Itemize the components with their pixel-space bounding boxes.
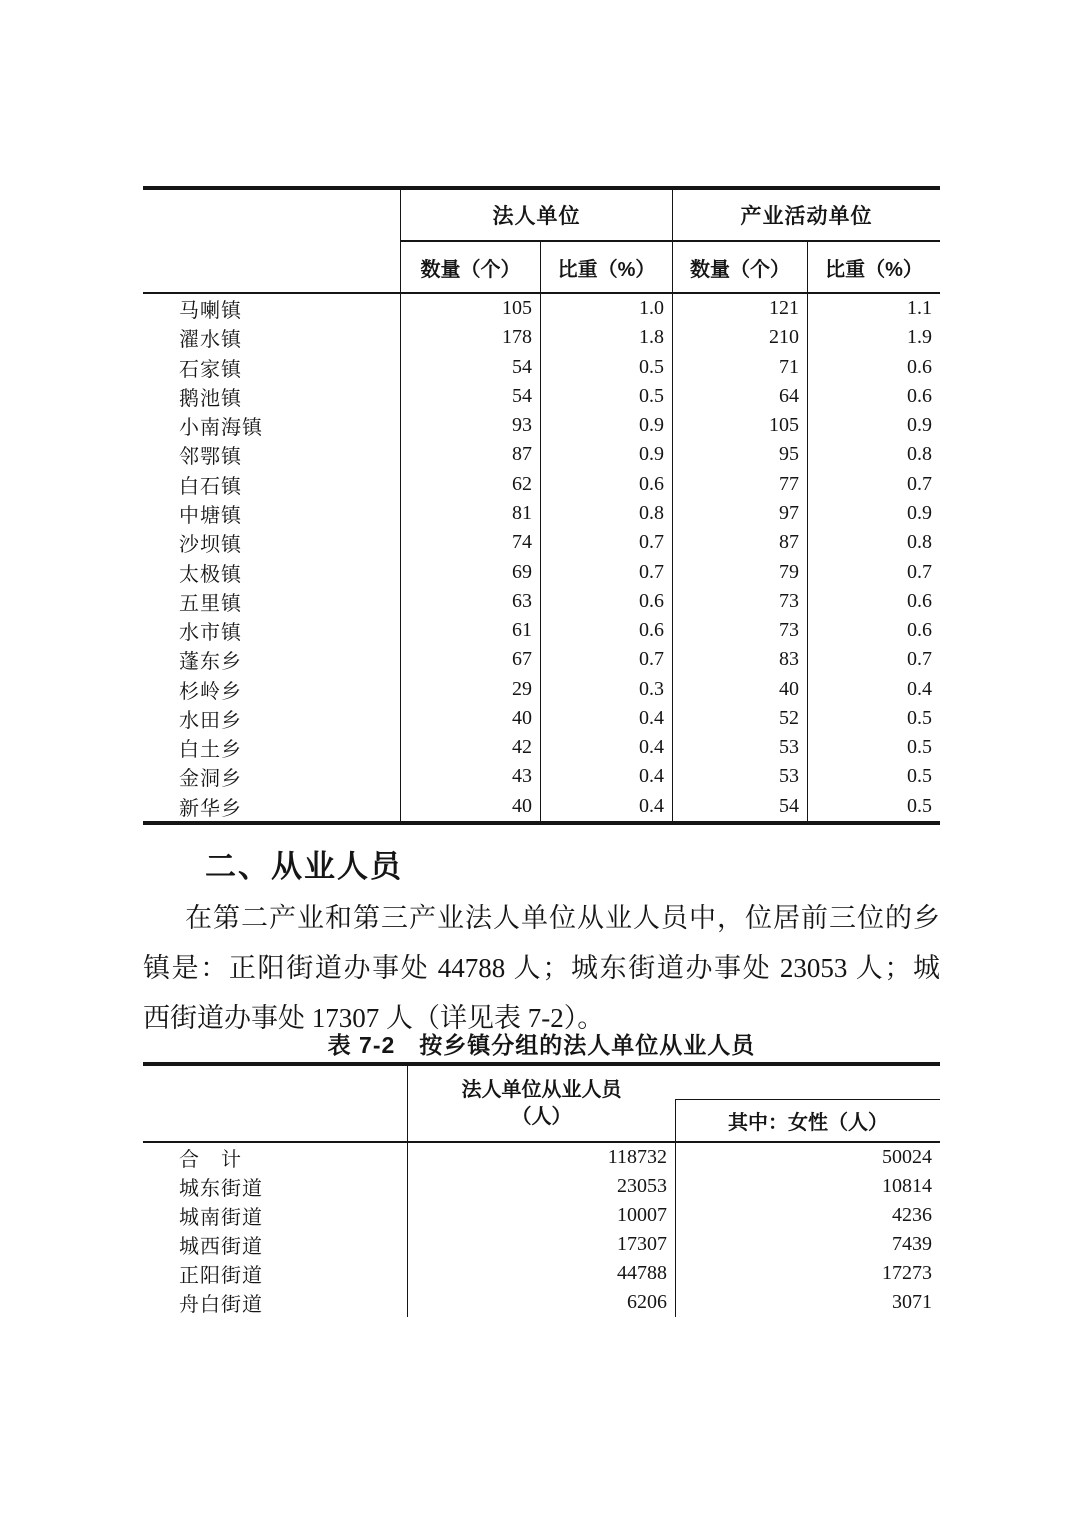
employees-total: 6206: [407, 1288, 675, 1317]
legal-units-count: 29: [400, 674, 540, 703]
employees-total: 17307: [407, 1230, 675, 1259]
legal-units-count: 74: [400, 528, 540, 557]
table1-sub-header-row: [143, 242, 940, 294]
town-name: 鹅池镇: [179, 387, 242, 410]
employees-female: 17273: [675, 1259, 940, 1288]
town-name: 水市镇: [179, 622, 242, 645]
town-name: 马喇镇: [179, 300, 242, 323]
table-row: [143, 704, 940, 733]
table2-header-female: 其中：女性（人）: [675, 1099, 940, 1141]
activity-units-count: 77: [672, 470, 807, 499]
street-name: 合 计: [179, 1149, 242, 1171]
town-name: 金洞乡: [179, 768, 242, 791]
activity-units-count: 97: [672, 499, 807, 528]
activity-units-count: 53: [672, 762, 807, 791]
legal-units-count: 178: [400, 323, 540, 352]
table-row: [143, 616, 940, 645]
activity-units-share: 0.5: [807, 733, 940, 762]
table-row: [143, 1288, 940, 1317]
legal-units-count: 42: [400, 733, 540, 762]
activity-units-share: 0.5: [807, 792, 940, 821]
paragraph-line: 西街道办事处 17307 人（详见表 7-2）。: [143, 1003, 605, 1033]
street-name: 城西街道: [179, 1236, 263, 1258]
table-row: [143, 1172, 940, 1201]
legal-units-share: 0.6: [540, 616, 672, 645]
town-name: 濯水镇: [179, 329, 242, 352]
town-name: 杉岭乡: [179, 680, 242, 703]
street-name: 正阳街道: [179, 1265, 263, 1287]
employees-female: 7439: [675, 1230, 940, 1259]
activity-units-share: 1.9: [807, 323, 940, 352]
activity-units-count: 210: [672, 323, 807, 352]
activity-units-share: 0.7: [807, 470, 940, 499]
town-name: 新华乡: [179, 797, 242, 820]
table-row: [143, 1143, 940, 1172]
activity-units-share: 0.8: [807, 440, 940, 469]
table-row: [143, 382, 940, 411]
table-row: [143, 645, 940, 674]
table1-body: [143, 294, 940, 821]
town-name: 蓬东乡: [179, 651, 242, 674]
employees-total: 23053: [407, 1172, 675, 1201]
legal-units-share: 0.4: [540, 792, 672, 821]
body-paragraph: [143, 893, 940, 1043]
town-name: 石家镇: [179, 358, 242, 381]
legal-units-share: 0.3: [540, 674, 672, 703]
table-row: [143, 792, 940, 821]
street-name: 城南街道: [179, 1207, 263, 1229]
table2-header-row: [143, 1066, 940, 1143]
legal-units-share: 0.4: [540, 704, 672, 733]
legal-units-count: 54: [400, 353, 540, 382]
legal-units-count: 43: [400, 762, 540, 791]
table-row: [143, 323, 940, 352]
town-name: 中塘镇: [179, 504, 242, 527]
town-name: 五里镇: [179, 592, 242, 615]
town-name: 水田乡: [179, 709, 242, 732]
activity-units-count: 71: [672, 353, 807, 382]
legal-units-share: 0.5: [540, 353, 672, 382]
activity-units-count: 79: [672, 557, 807, 586]
legal-units-share: 0.6: [540, 470, 672, 499]
town-name: 太极镇: [179, 563, 242, 586]
activity-units-count: 64: [672, 382, 807, 411]
legal-units-share: 1.8: [540, 323, 672, 352]
activity-units-count: 105: [672, 411, 807, 440]
legal-units-share: 0.7: [540, 557, 672, 586]
table-7-2-caption: 表 7-2 按乡镇分组的法人单位从业人员: [327, 1032, 756, 1058]
table-row: [143, 587, 940, 616]
table1-stub-cell: [143, 242, 400, 292]
table-row: [143, 557, 940, 586]
activity-units-share: 0.7: [807, 645, 940, 674]
table-row: [143, 411, 940, 440]
table2-header-total-line2: （人）: [511, 1105, 572, 1128]
legal-units-count: 40: [400, 704, 540, 733]
table1-header-pct-activity: 比重（%）: [807, 242, 940, 292]
table1-header-pct-legal: 比重（%）: [540, 242, 672, 292]
activity-units-count: 87: [672, 528, 807, 557]
activity-units-share: 0.6: [807, 616, 940, 645]
activity-units-count: 53: [672, 733, 807, 762]
town-name: 白石镇: [179, 475, 242, 498]
table-7-2-employees-by-town: [143, 1062, 940, 1317]
activity-units-count: 121: [672, 294, 807, 323]
table1-group-header-activity-units: 产业活动单位: [672, 190, 940, 242]
legal-units-count: 105: [400, 294, 540, 323]
activity-units-share: 1.1: [807, 294, 940, 323]
legal-units-share: 0.4: [540, 733, 672, 762]
table-row: [143, 294, 940, 323]
table2-header-total-employees: [407, 1066, 675, 1141]
legal-units-count: 63: [400, 587, 540, 616]
activity-units-count: 52: [672, 704, 807, 733]
activity-units-count: 73: [672, 587, 807, 616]
legal-units-count: 81: [400, 499, 540, 528]
activity-units-share: 0.6: [807, 382, 940, 411]
legal-units-count: 67: [400, 645, 540, 674]
employees-total: 118732: [407, 1143, 675, 1172]
employees-female: 3071: [675, 1288, 940, 1317]
activity-units-share: 0.9: [807, 499, 940, 528]
legal-units-share: 0.9: [540, 411, 672, 440]
legal-units-count: 40: [400, 792, 540, 821]
table-row: [143, 499, 940, 528]
legal-units-share: 1.0: [540, 294, 672, 323]
activity-units-count: 83: [672, 645, 807, 674]
town-name: 邻鄂镇: [179, 446, 242, 469]
employees-female: 10814: [675, 1172, 940, 1201]
legal-units-count: 62: [400, 470, 540, 499]
legal-units-share: 0.7: [540, 528, 672, 557]
activity-units-count: 40: [672, 674, 807, 703]
table-row: [143, 1201, 940, 1230]
legal-units-share: 0.5: [540, 382, 672, 411]
table-row: [143, 440, 940, 469]
activity-units-count: 95: [672, 440, 807, 469]
activity-units-share: 0.6: [807, 587, 940, 616]
table-row: [143, 674, 940, 703]
table2-body: [143, 1143, 940, 1317]
legal-units-share: 0.7: [540, 645, 672, 674]
table1-group-header-row: [143, 190, 940, 242]
table2-header-spacer: [675, 1066, 940, 1099]
street-name: 舟白街道: [179, 1294, 263, 1316]
town-name: 小南海镇: [179, 417, 263, 440]
table-row: [143, 528, 940, 557]
table-row: [143, 353, 940, 382]
table-row: [143, 762, 940, 791]
legal-units-count: 61: [400, 616, 540, 645]
legal-units-count: 93: [400, 411, 540, 440]
activity-units-share: 0.4: [807, 674, 940, 703]
legal-units-count: 87: [400, 440, 540, 469]
legal-units-share: 0.4: [540, 762, 672, 791]
legal-units-count: 69: [400, 557, 540, 586]
town-name: 白土乡: [179, 739, 242, 762]
activity-units-share: 0.7: [807, 557, 940, 586]
activity-units-share: 0.5: [807, 762, 940, 791]
activity-units-share: 0.5: [807, 704, 940, 733]
table1-header-qty-legal: 数量（个）: [400, 242, 540, 292]
table-row: [143, 1259, 940, 1288]
table1-group-header-legal-units: 法人单位: [400, 190, 672, 242]
table2-header-female-wrap: [675, 1066, 940, 1141]
town-name: 沙坝镇: [179, 534, 242, 557]
employees-total: 44788: [407, 1259, 675, 1288]
table1-stub-cell: [143, 190, 400, 242]
legal-units-share: 0.6: [540, 587, 672, 616]
employees-total: 10007: [407, 1201, 675, 1230]
activity-units-share: 0.9: [807, 411, 940, 440]
employees-female: 50024: [675, 1143, 940, 1172]
activity-units-count: 73: [672, 616, 807, 645]
paragraph-line: 在第二产业和第三产业法人单位从业人员中，位居前三位的乡: [185, 903, 940, 933]
legal-units-count: 54: [400, 382, 540, 411]
legal-units-share: 0.9: [540, 440, 672, 469]
paragraph-line: 镇是：正阳街道办事处 44788 人；城东街道办事处 23053 人；城: [143, 953, 940, 983]
table-row: [143, 470, 940, 499]
street-name: 城东街道: [179, 1178, 263, 1200]
section-heading: 二、从业人员: [205, 849, 403, 884]
legal-units-share: 0.8: [540, 499, 672, 528]
activity-units-count: 54: [672, 792, 807, 821]
activity-units-share: 0.8: [807, 528, 940, 557]
table-row: [143, 1230, 940, 1259]
table2-header-total-line1: 法人单位从业人员: [461, 1078, 622, 1101]
activity-units-share: 0.6: [807, 353, 940, 382]
table-row: [143, 733, 940, 762]
table-units-by-town: [143, 186, 940, 825]
table2-stub-cell: [143, 1066, 407, 1141]
table1-header-qty-activity: 数量（个）: [672, 242, 807, 292]
employees-female: 4236: [675, 1201, 940, 1230]
